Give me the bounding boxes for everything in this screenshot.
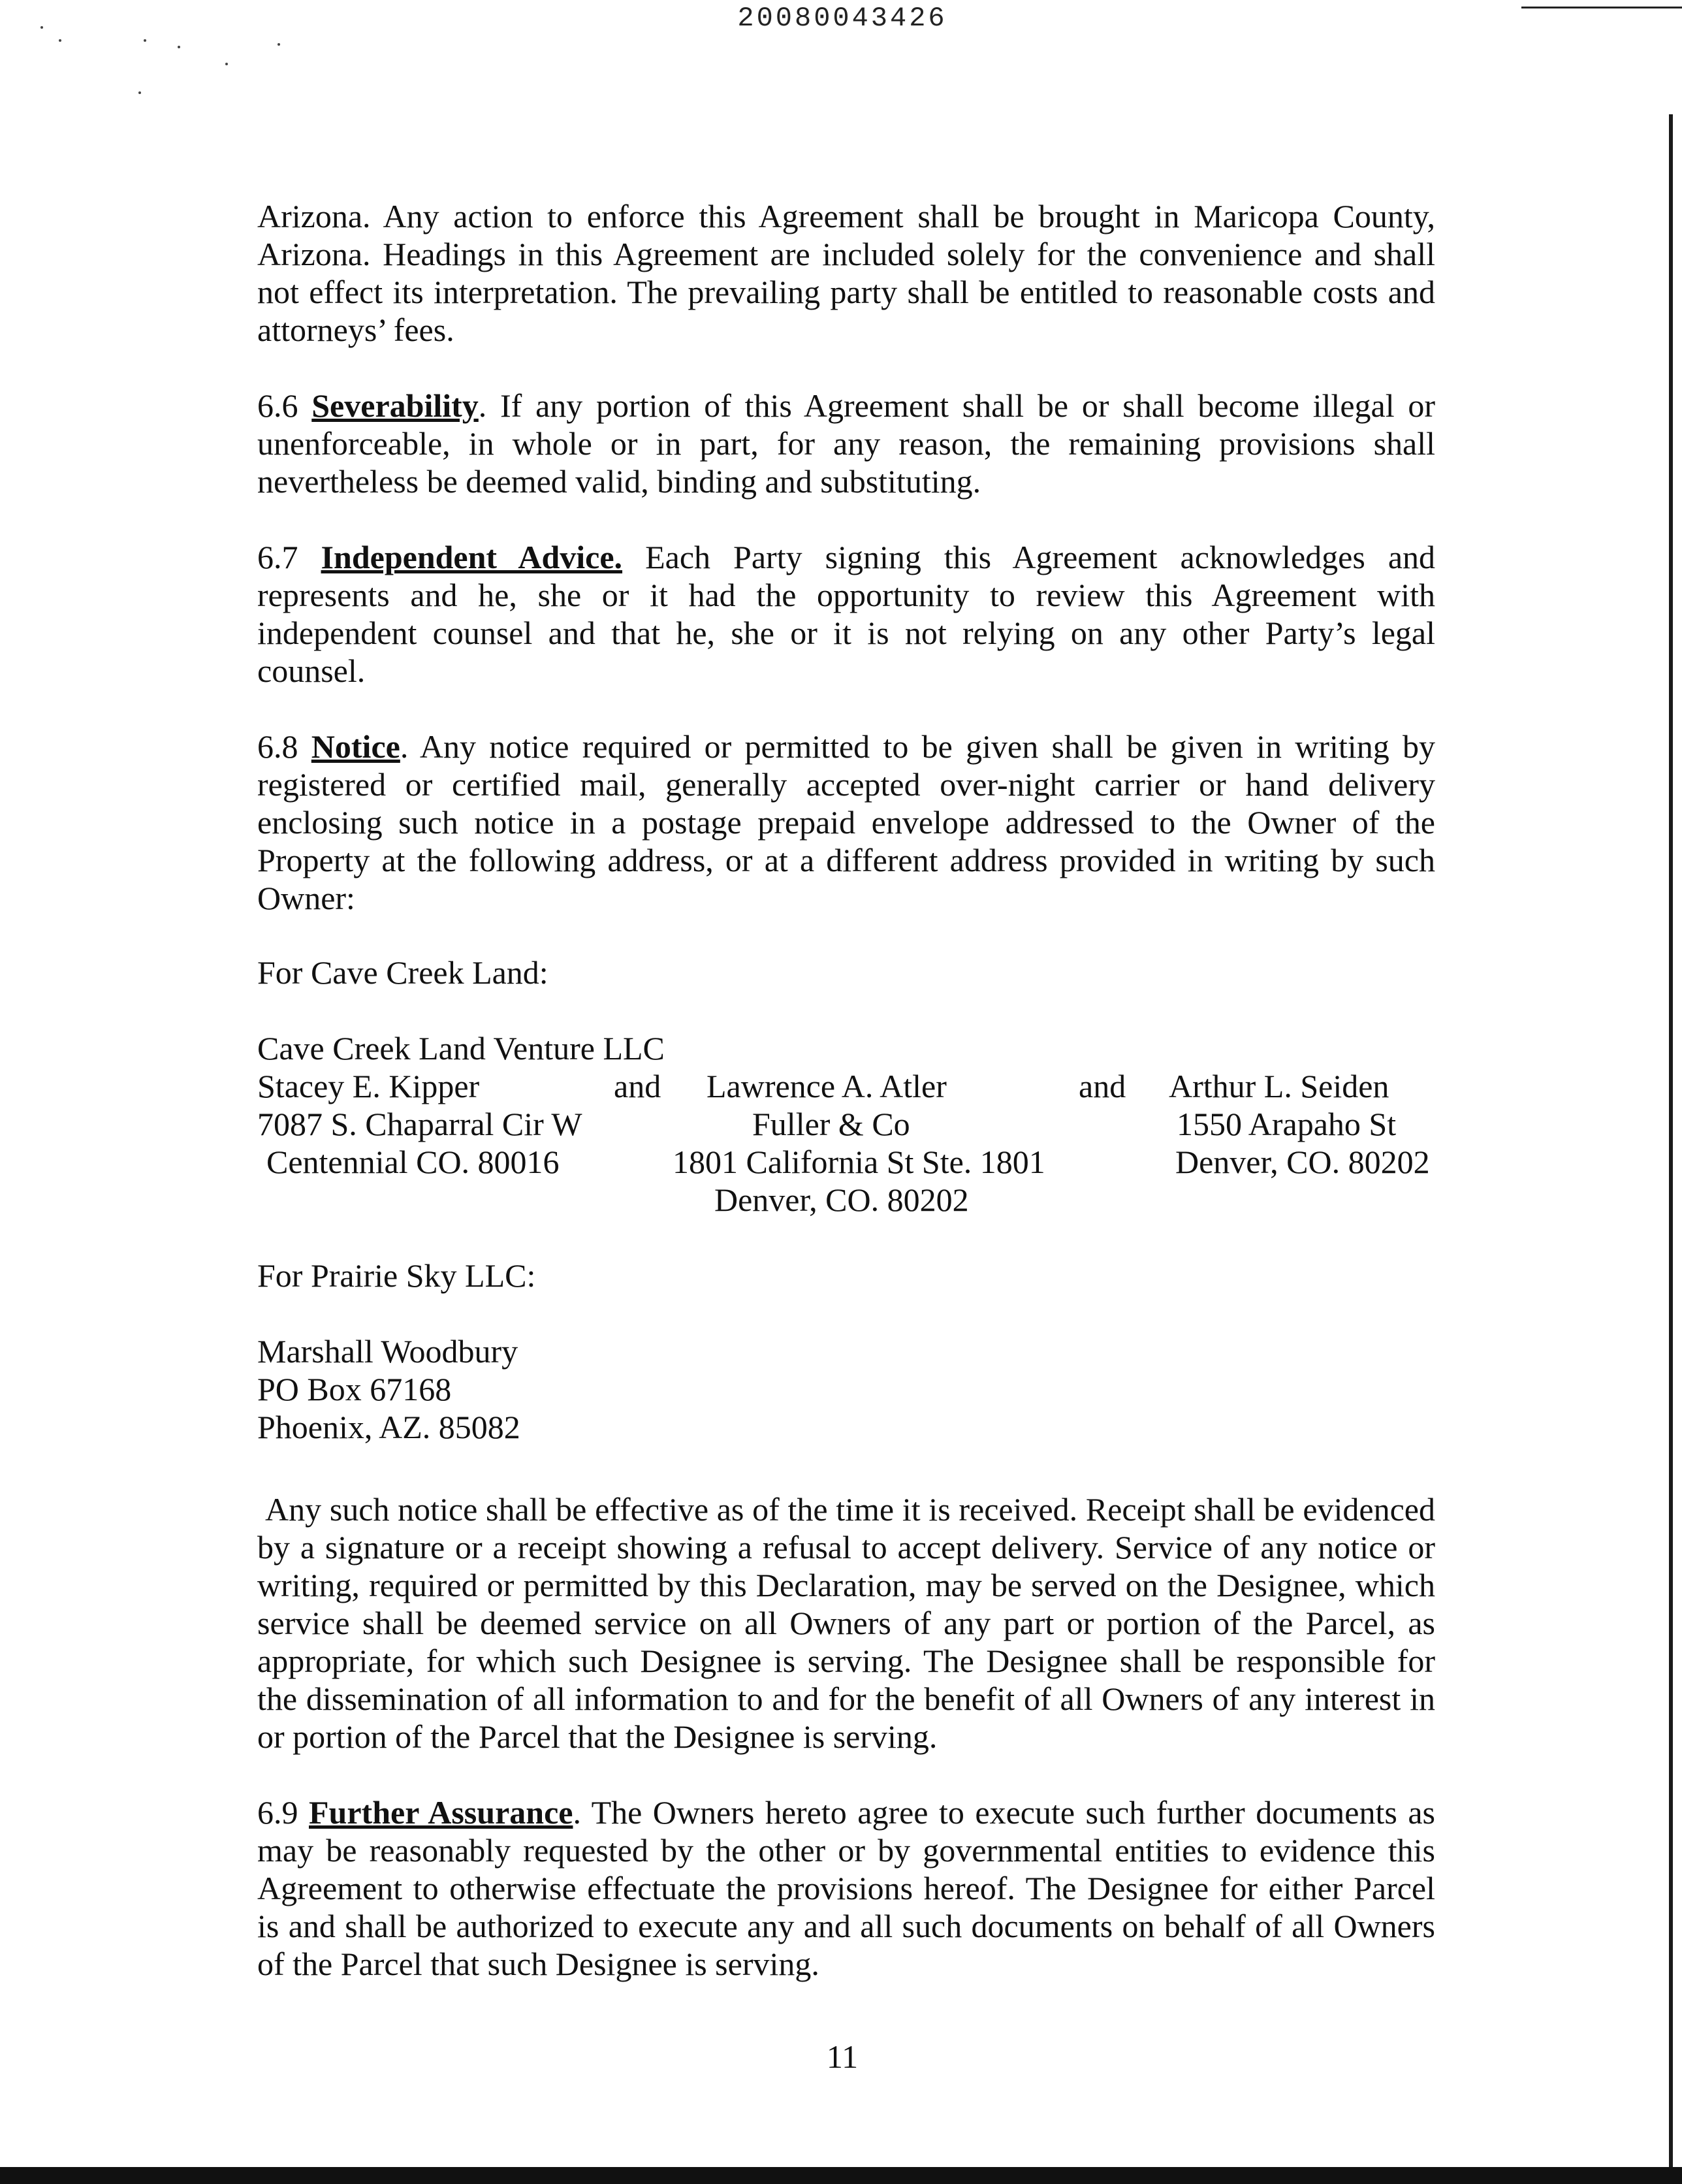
scan-speck xyxy=(144,39,146,42)
kipper-street: 7087 S. Chaparral Cir W xyxy=(257,1106,582,1142)
section-6-7 xyxy=(257,538,1435,690)
section-6-8 xyxy=(257,728,1435,917)
prairie-sky-label: For Prairie Sky LLC: xyxy=(257,1257,536,1294)
woodbury-street: PO Box 67168 xyxy=(257,1371,452,1407)
atler-name: Lawrence A. Atler xyxy=(706,1068,947,1104)
section-number: 6.7 xyxy=(257,539,298,575)
section-heading: Notice xyxy=(311,728,400,765)
section-heading: Independent Advice. xyxy=(321,539,623,575)
scan-top-rule xyxy=(1521,7,1682,8)
kipper-city: Centennial CO. 80016 xyxy=(266,1144,560,1180)
paragraph-notice-effective: Any such notice shall be effective as of the time it is received. Receipt shall be evidenced by a signature or a receipt showing a refusal to accept delivery. Service of any notice or writing, required or permitted by this Declaration, may be served on the Designee, which service shall be deemed service on all Owners of any part or portion of the Parcel, as appropriate, for which such Designee is serving. The Designee shall be responsible for the dissemination of all information to and for the benefit of all Owners of any interest in or portion of the Parcel that the Designee is serving. xyxy=(257,1491,1435,1755)
recording-number: 20080043426 xyxy=(737,3,947,34)
page-number: 11 xyxy=(826,2038,859,2075)
scan-right-edge xyxy=(1669,114,1673,2172)
section-text: . Any notice required or permitted to be given shall be given in writing by registered or certified mail, generally accepted over-night carrier or hand delivery enclosing such notice in a postage prepaid envelope addressed to the Owner of the Property at the following address, or at a different address provided in writing by such Owner: xyxy=(257,728,1435,916)
section-text: . If any portion of this Agreement shall be or shall become illegal or unenforceable, in whole or in part, for any reason, the remaining provisions shall nevertheless be deemed valid, binding and substituting. xyxy=(257,387,1435,500)
seiden-street: 1550 Arapaho St xyxy=(1177,1106,1397,1142)
cave-creek-label: For Cave Creek Land: xyxy=(257,954,548,991)
cave-creek-entity: Cave Creek Land Venture LLC xyxy=(257,1030,665,1067)
section-6-6 xyxy=(257,387,1435,500)
section-number: 6.6 xyxy=(257,387,298,424)
section-heading: Further Assurance xyxy=(309,1794,573,1831)
scan-speck xyxy=(225,63,228,65)
section-6-9 xyxy=(257,1793,1435,1983)
section-number: 6.9 xyxy=(257,1794,298,1831)
kipper-name: Stacey E. Kipper xyxy=(257,1068,480,1104)
paragraph-continued: Arizona. Any action to enforce this Agreement shall be brought in Maricopa County, Arizona. Headings in this Agreement are included solely for the convenience and shall not effect its interpretation. The prevailing party shall be entitled to reasonable costs and attorneys’ fees. xyxy=(257,198,1435,348)
atler-city: Denver, CO. 80202 xyxy=(714,1181,969,1218)
and-connector: and xyxy=(1079,1068,1126,1104)
woodbury-city: Phoenix, AZ. 85082 xyxy=(257,1409,520,1445)
scan-speck xyxy=(59,39,61,42)
scan-speck xyxy=(138,91,141,94)
section-heading: Severability xyxy=(311,387,479,424)
seiden-name: Arthur L. Seiden xyxy=(1169,1068,1389,1104)
section-number: 6.8 xyxy=(257,728,298,765)
section-text: Each Party signing this Agreement acknowledges and represents and he, she or it had the opportunity to review this Agreement with independent counsel and that he, she or it is not relying on any other Party’s legal counsel. xyxy=(257,539,1436,689)
atler-street: 1801 California St Ste. 1801 xyxy=(673,1144,1045,1180)
seiden-city: Denver, CO. 80202 xyxy=(1175,1144,1430,1180)
atler-firm: Fuller & Co xyxy=(752,1106,910,1142)
scan-speck xyxy=(278,43,280,46)
scan-bottom-edge xyxy=(0,2167,1682,2184)
scan-speck xyxy=(40,26,43,29)
scan-speck xyxy=(178,46,180,48)
section-text: . The Owners hereto agree to execute such further documents as may be reasonably requested by the other or by governmental entities to evidence this Agreement to otherwise effectuate the provisions hereof. The Designee for either Parcel is and shall be authorized to execute any and all such documents on behalf of all Owners of the Parcel that such Designee is serving. xyxy=(257,1794,1435,1982)
and-connector: and xyxy=(614,1068,661,1104)
woodbury-name: Marshall Woodbury xyxy=(257,1333,518,1370)
